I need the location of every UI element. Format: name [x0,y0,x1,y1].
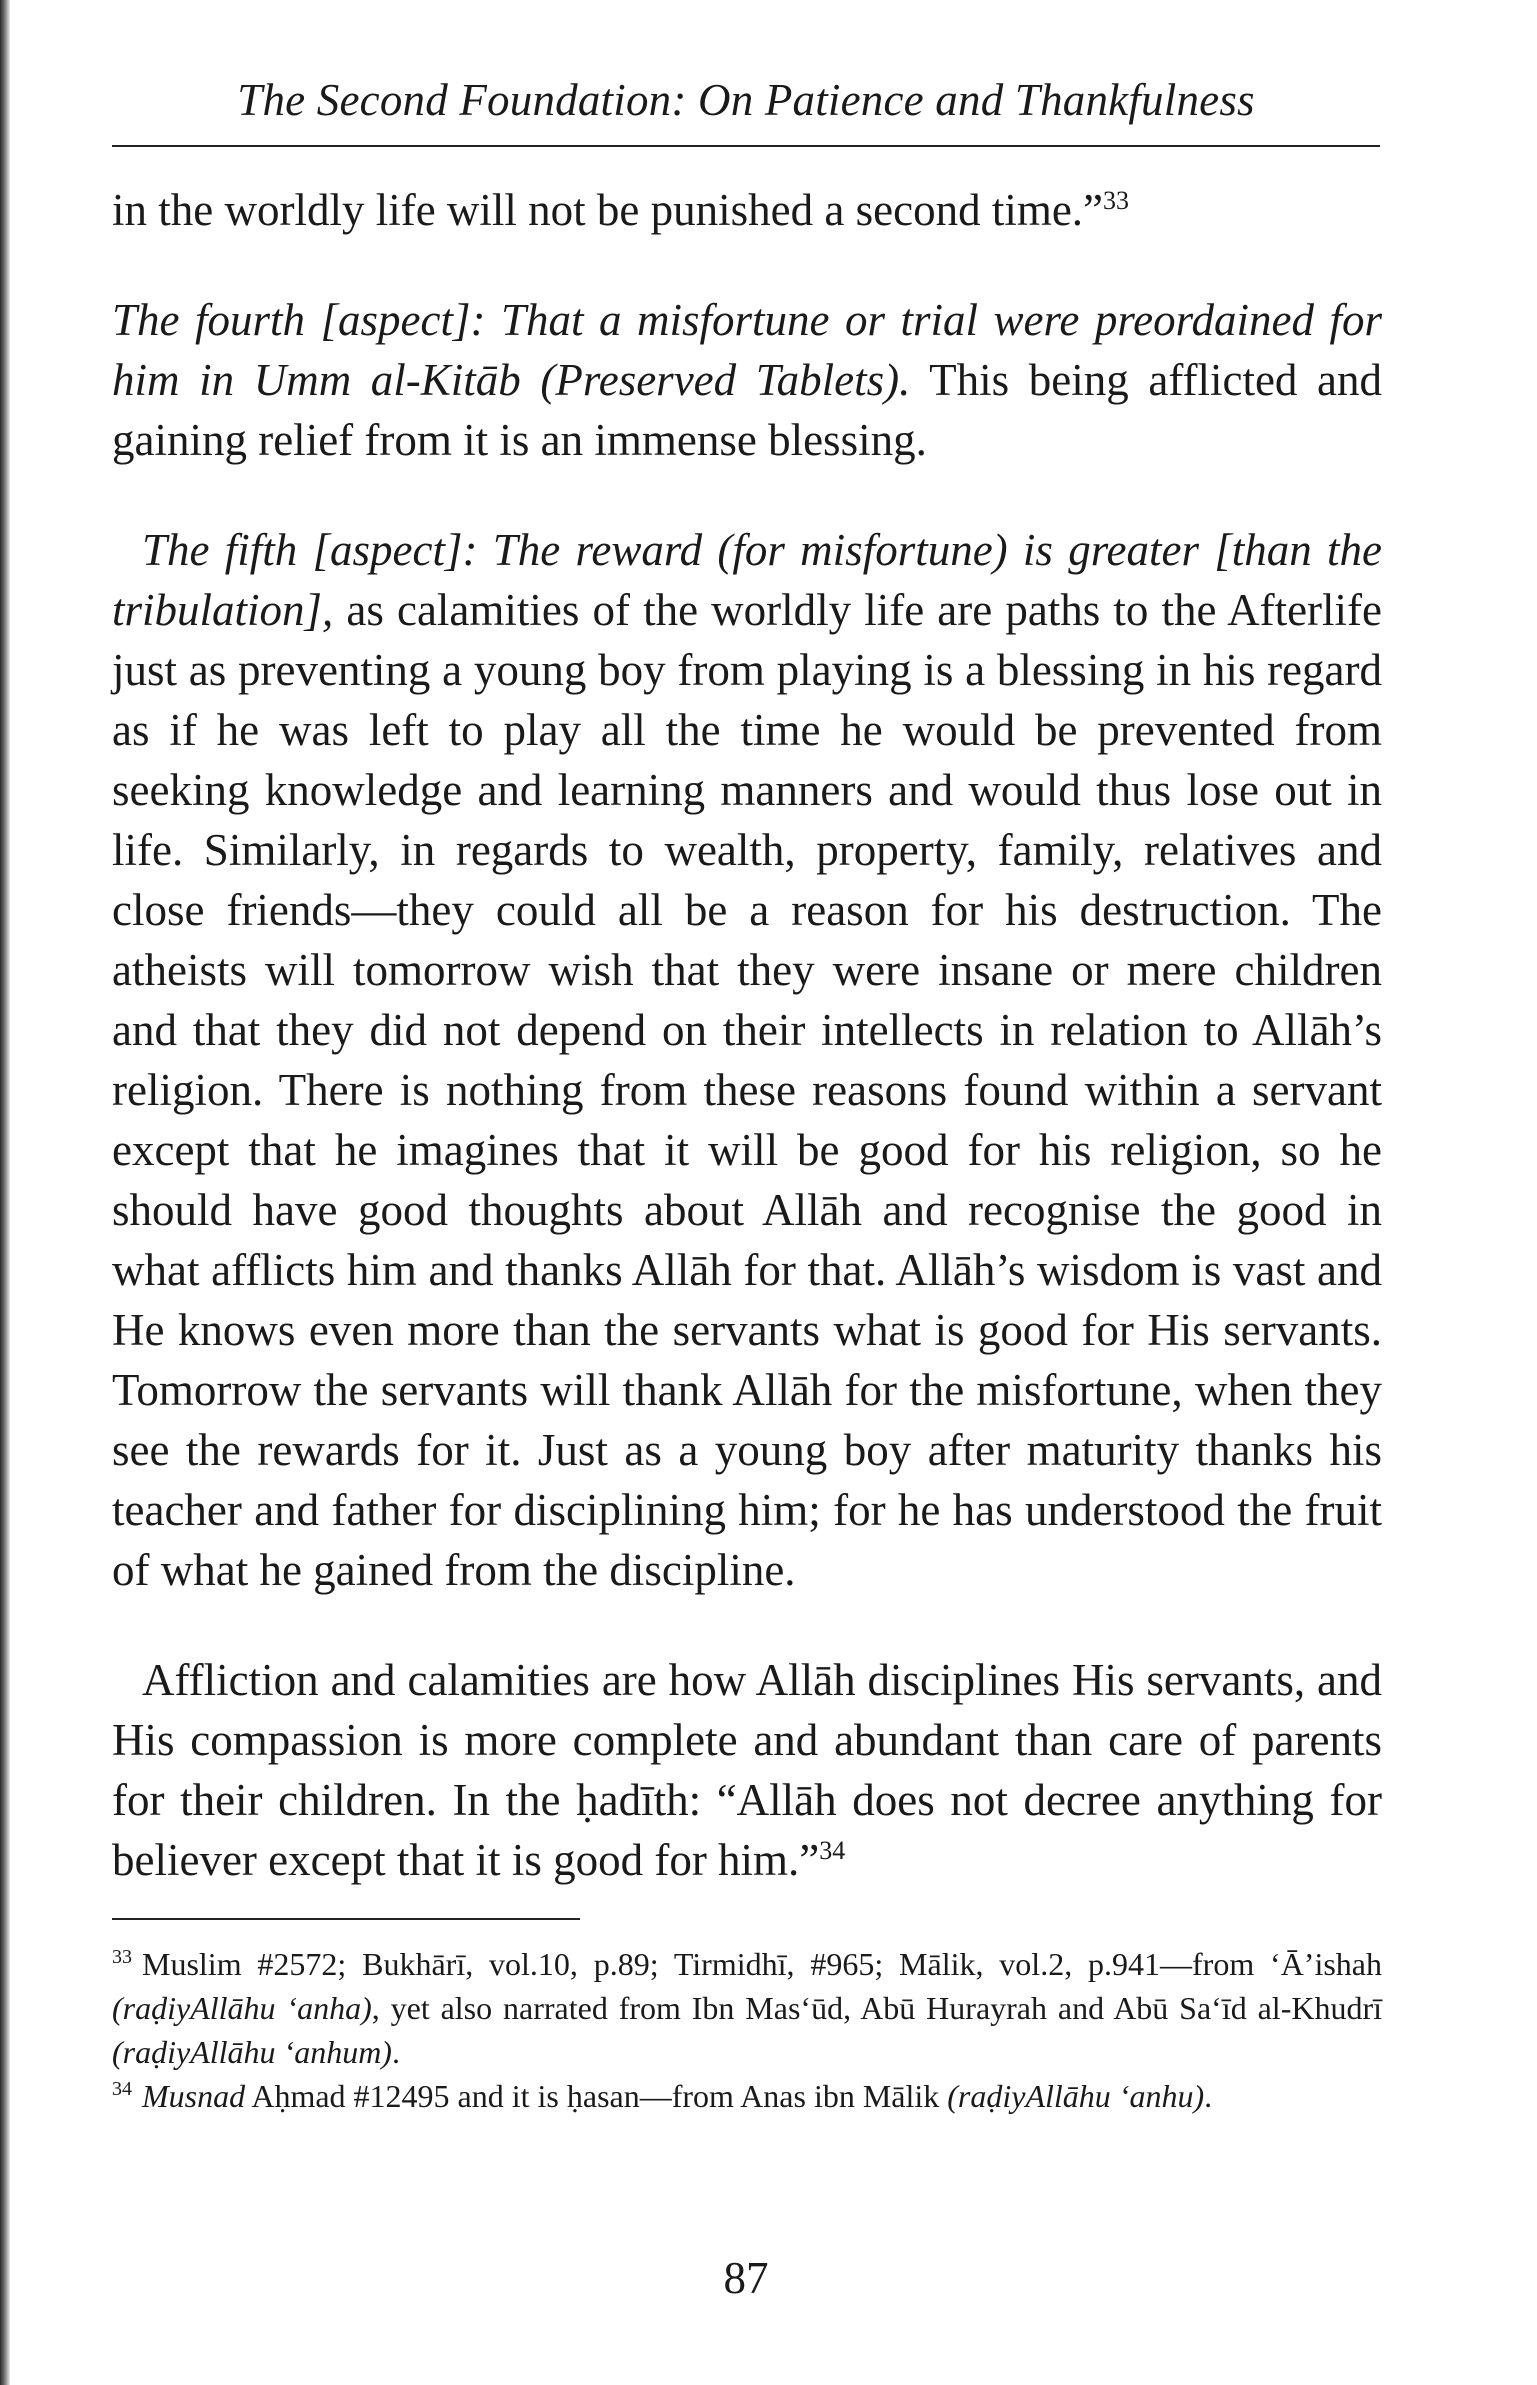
footnote-ref-33: 33 [1103,186,1130,215]
paragraph-fifth-aspect [112,520,1382,1600]
footnote-33 [112,1942,1382,2074]
paragraph-affliction [112,1650,1382,1890]
footnote-34 [112,2074,1382,2118]
footnote-source-title: Musnad [142,2078,246,2114]
footnote-text: , yet also narrated from Ibn Mas‘ūd, Abū Hurayrah and Abū Sa‘īd al-Khudrī [371,1990,1383,2026]
paragraph-continuation [112,180,1382,240]
scan-edge [0,0,10,2385]
paragraph-text: This being afflicted and gaining relief from it is an immense blessing. [112,355,1383,465]
footnote-honorific: (raḍiyAllāhu ‘anhum) [112,2034,392,2070]
paragraph-fourth-aspect [112,290,1382,470]
footnote-rule [112,1918,580,1920]
footnotes [112,1942,1382,2118]
footnote-text: Muslim #2572; Bukhārī, vol.10, p.89; Tirmidhī, #965; Mālik, vol.2, p.941—from ‘Ā’ishah [142,1946,1382,1982]
paragraph-text: as calamities of the worldly life are paths to the Afterlife just as preventing a young boy from playing is a blessing in his regard as if he was left to play all the time he would be prevented from seeking knowledge and learning manners and would thus lose out in life. Similarly, in regards to wealth, property, family, relatives and close friends—they could all be a reason for his destruction. The atheists will tomorrow wish that they were insane or mere children and that they did not depend on their intellects in relation to Allāh’s religion. There is nothing from these reasons found within a servant except that he imagines that it will be good for his religion, so he should have good thoughts about Allāh and recognise the good in what afflicts him and thanks Allāh for that. Allāh’s wisdom is vast and He knows even more than the servants what is good for His servants. Tomorrow the servants will thank Allāh for the misfortune, when they see the rewards for it. Just as a young boy after maturity thanks his teacher and father for disciplining him; for he has understood the fruit of what he gained from the discipline. [112,585,1382,1595]
footnote-number: 34 [112,2078,132,2101]
paragraph-text: Affliction and calamities are how Allāh disciplines His servants, and His compassion is more complete and abundant than care of parents for their children. In the ḥadīth: “Allāh does not decree anything for believer except that it is good for him.” [112,1655,1382,1885]
header-rule [112,145,1380,147]
paragraph-text: in the worldly life will not be punished a second time.” [112,185,1104,235]
running-head: The Second Foundation: On Patience and Thankfulness [237,75,1255,125]
page-number: 87 [723,2253,769,2303]
main-text [112,180,1382,1890]
footnote-honorific: (raḍiyAllāhu ‘anhu) [947,2078,1205,2114]
footnote-honorific: (raḍiyAllāhu ‘anha) [112,1990,372,2026]
footnote-ref-34: 34 [819,1836,846,1865]
aspect-label: The fifth [aspect]: The reward (for misfortune) is greater [than the tribulation], [112,525,1382,635]
footnote-text: . [391,2034,400,2070]
footnote-text: Aḥmad #12495 and it is ḥasan—from Anas ibn Mālik [245,2078,948,2114]
footnote-number: 33 [112,1946,132,1969]
footnote-text: . [1204,2078,1213,2114]
aspect-label: The fourth [aspect]: That a misfortune or trial were preordained for him in Umm al-Kitāb (Preserved Tablets). [112,295,1382,405]
